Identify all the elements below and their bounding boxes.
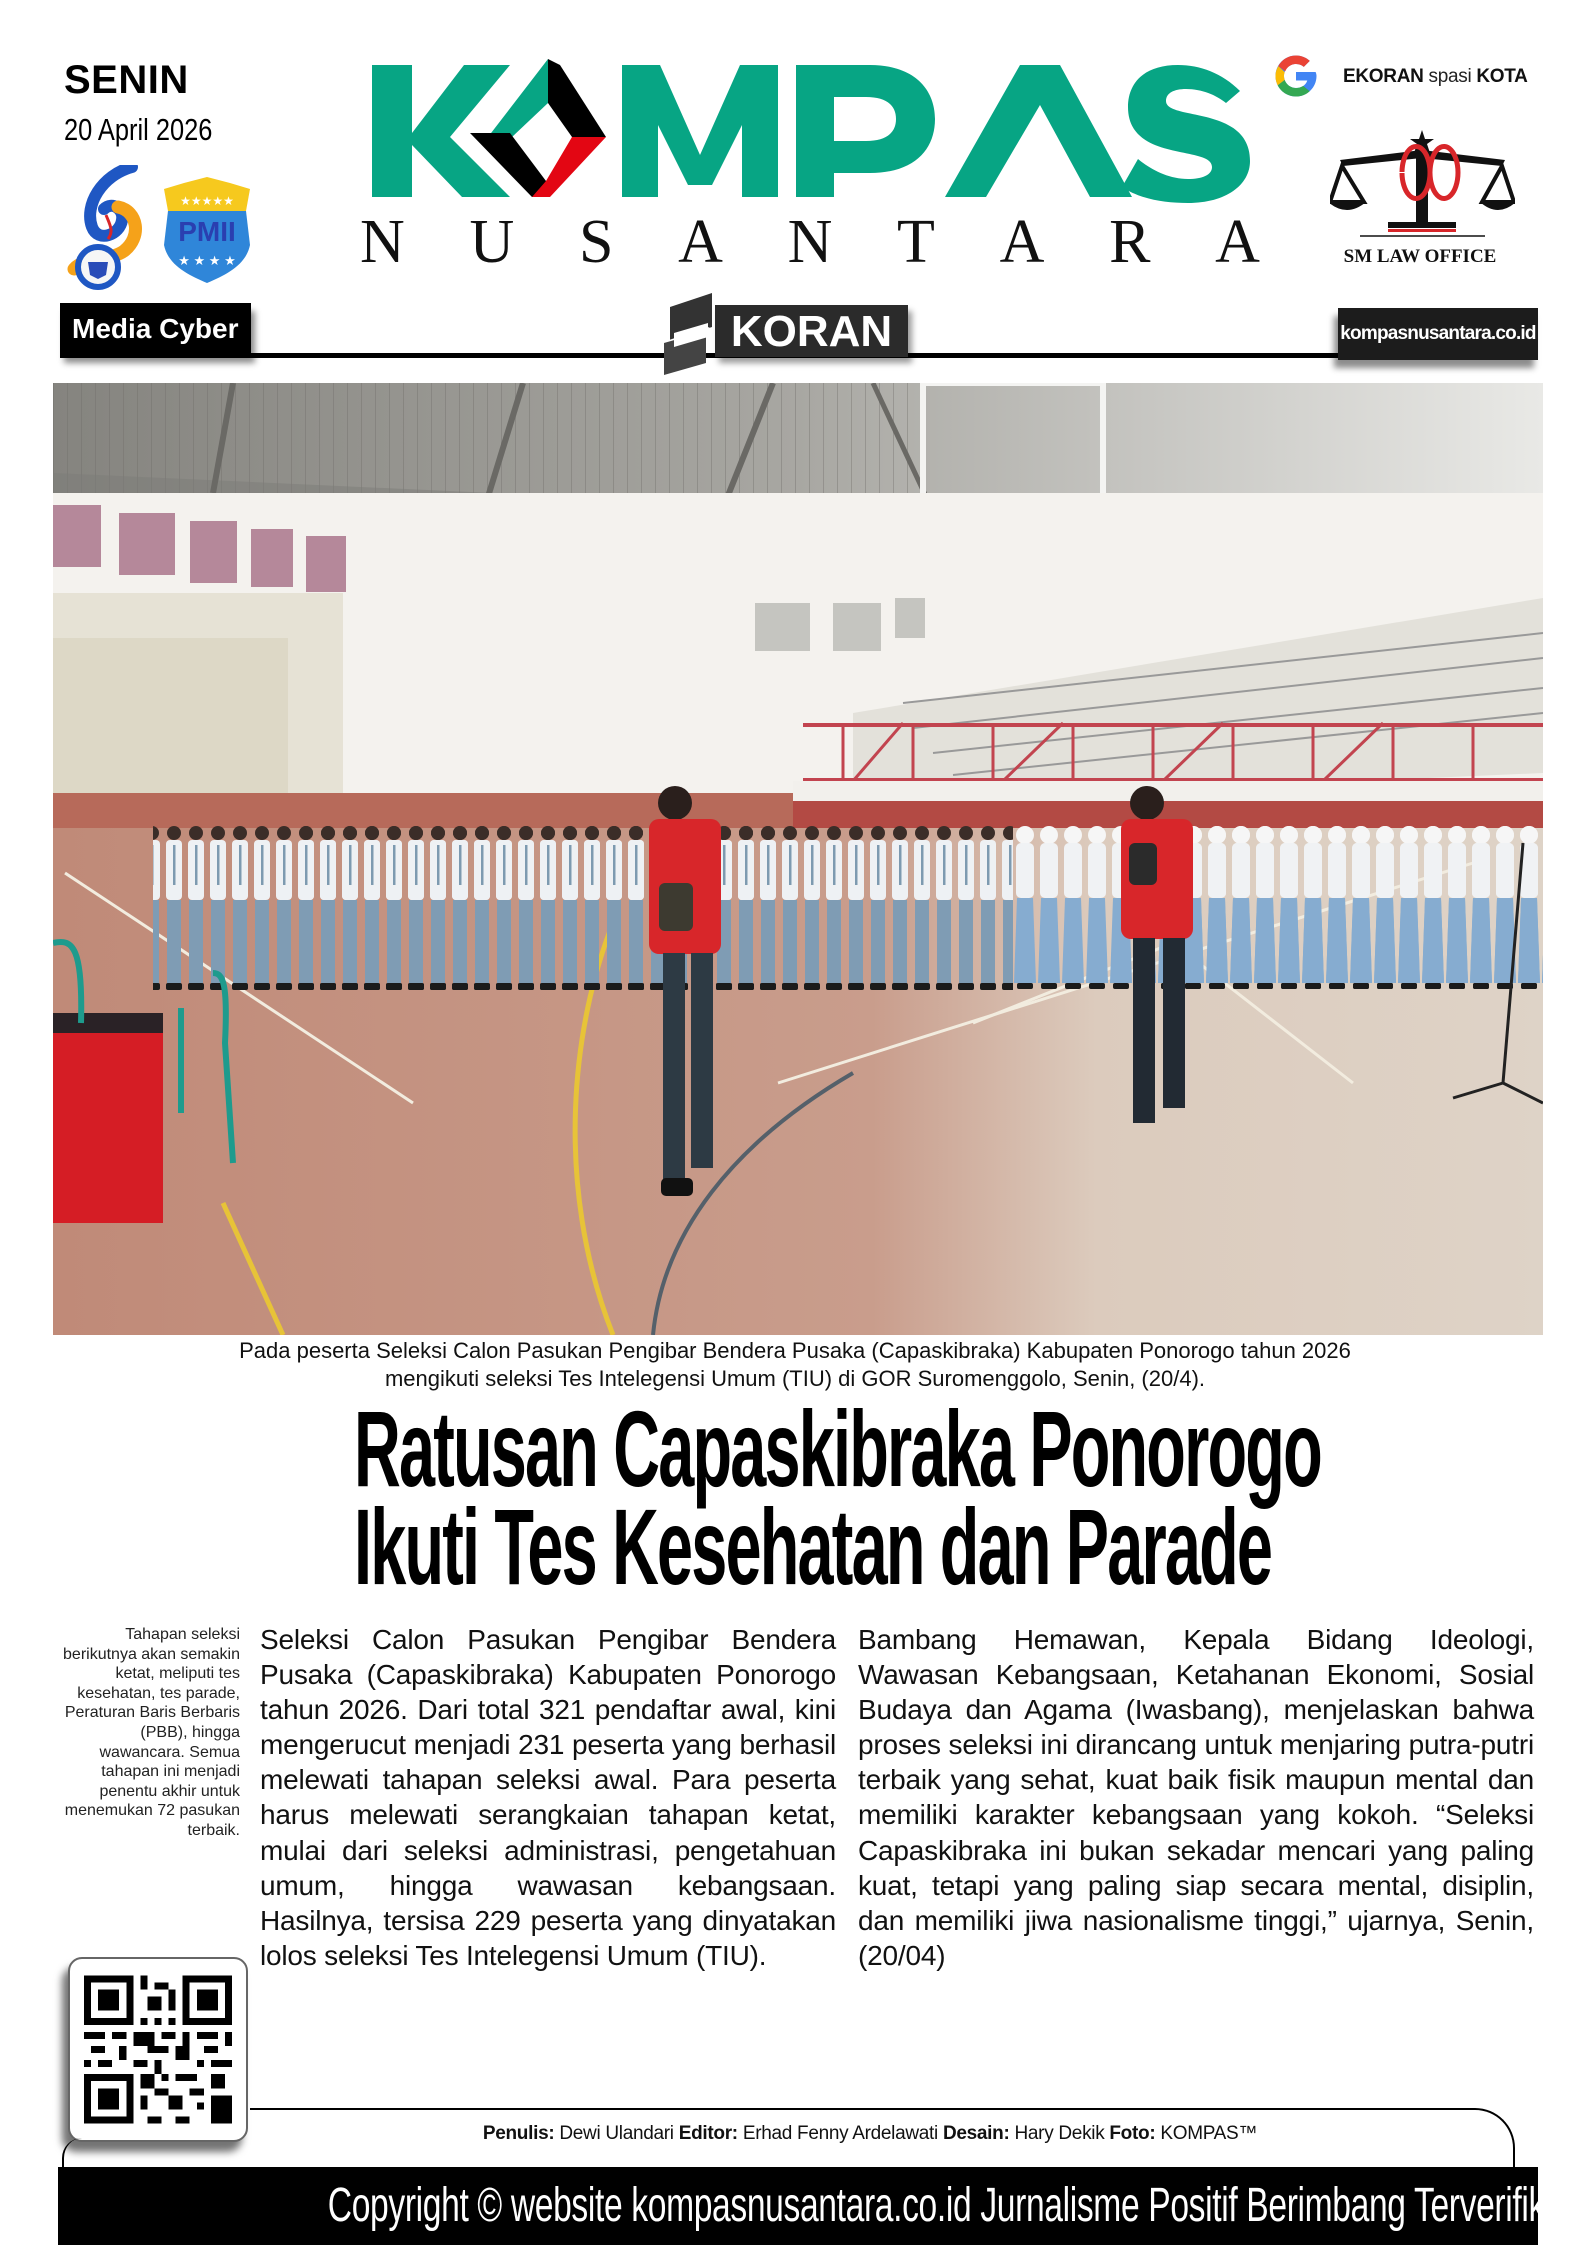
qr-code-icon[interactable]: [84, 1973, 232, 2126]
kota-word: KOTA: [1476, 66, 1528, 87]
svg-text:★★★★★: ★★★★★: [180, 194, 234, 208]
photo-credit: KOMPAS™: [1160, 2123, 1258, 2144]
writer-label: Penulis:: [482, 2123, 555, 2144]
subtitle-letter: A: [999, 208, 1045, 276]
editor-label: Editor:: [678, 2123, 738, 2144]
article-column-2: [858, 1622, 1534, 1973]
qr-code-card[interactable]: [68, 1957, 248, 2142]
subtitle-letter: N: [787, 208, 833, 276]
kompas-masthead-logo: [360, 45, 1260, 205]
law-office-name: SM LAW OFFICE: [1343, 246, 1497, 267]
editor-name: Erhad Fenny Ardelawati: [742, 2123, 938, 2144]
svg-text:PMII: PMII: [178, 216, 236, 247]
photo-caption: [60, 1337, 1530, 1393]
subtitle-letter: N: [360, 208, 405, 276]
copyright-footer: [58, 2167, 1587, 2245]
anniversary-ribbon-logo-icon: [62, 165, 148, 290]
edition-day: SENIN: [64, 58, 189, 102]
media-cyber-tag: Media Cyber: [60, 303, 251, 355]
google-g-icon: [1272, 52, 1320, 100]
koran-label: KORAN: [715, 305, 908, 357]
subtitle-letter: A: [678, 208, 723, 276]
copyright-text: Copyright © website kompasnusantara.co.id Jurnalisme Positif Berimbang Terverifikasi: [327, 2179, 1587, 2232]
caption-line-2: mengikuti seleksi Tes Intelegensi Umum (TIU) di GOR Suromenggolo, Senin, (20/4).: [384, 1366, 1206, 1391]
article-column-1: [260, 1622, 836, 1973]
edition-date: 20 April 2026: [64, 112, 213, 147]
headline-line-2: Ikuti Tes Kesehatan dan Parade: [353, 1486, 1272, 1607]
newspaper-flag-icon: [660, 293, 720, 375]
svg-text:★ ★ ★ ★: ★ ★ ★ ★: [178, 253, 236, 268]
masthead-subtitle: [360, 207, 1260, 278]
caption-line-1: Pada peserta Seleksi Calon Pasukan Pengibar Bendera Pusaka (Capaskibraka) Kabupaten Ponorogo tahun 2026: [239, 1338, 1351, 1363]
subtitle-letter: A: [1215, 208, 1260, 276]
subtitle-letter: U: [469, 208, 515, 276]
photo-scene: [53, 383, 1543, 1335]
writer-name: Dewi Ulandari: [559, 2123, 674, 2144]
article-paragraph: Seleksi Calon Pasukan Pengibar Bendera Pusaka (Capaskibraka) Kabupaten Ponorogo tahun 2026. Dari total 321 pendaftar awal, kini mengerucut menjadi 231 peserta yang berhasil melewati tahapan seleksi awal. Para peserta harus melewati serangkaian tahapan ketat, mulai dari seleksi administrasi, pengetahuan umum, hingga wawasan kebangsaan. Hasilnya, tersisa 229 peserta yang dinyatakan lolos seleksi Tes Intelegensi Umum (TIU).: [260, 1624, 836, 1971]
ekoran-spasi-kota-label: [1343, 66, 1528, 88]
design-name: Hary Dekik: [1014, 2123, 1105, 2144]
photo-label: Foto:: [1109, 2123, 1156, 2144]
pmii-badge-icon: [160, 175, 254, 283]
sidebar-pull-note: Tahapan seleksi berikutnya akan semakin ketat, meliputi tes kesehatan, tes parade, Peraturan Baris Berbaris (PBB), hingga wawancara. Semua tahapan ini menjadi penentu akhir untuk menemukan 72 pasukan terbaik.: [63, 1626, 240, 1839]
scales-of-justice-icon: [1330, 130, 1515, 240]
article-credits: [250, 2123, 1490, 2145]
subtitle-letter: R: [1109, 208, 1151, 276]
spasi-word: spasi: [1428, 66, 1472, 87]
subtitle-letter: S: [578, 208, 614, 276]
design-label: Desain:: [942, 2123, 1010, 2144]
subtitle-letter: T: [897, 208, 935, 276]
koran-tag: [660, 305, 925, 375]
article-headline: [60, 1388, 1530, 1607]
article-paragraph: Bambang Hemawan, Kepala Bidang Ideologi, Wawasan Kebangsaan, Ketahanan Ekonomi, Sosial Budaya dan Agama (Iwasbang), menjelaskan bahwa proses seleksi ini dirancang untuk menjaring putra-putri terbaik yang sehat, kuat baik fisik maupun mental dan memiliki karakter kebangsaan yang kokoh. “Seleksi Capaskibraka ini bukan sekadar mencari yang paling kuat, tetapi yang paling siap secara mental, disiplin, dan memiliki jiwa nasionalisme tinggi,” ujarnya, Senin, (20/04): [858, 1624, 1534, 1971]
article-photo: [53, 383, 1543, 1335]
website-tag[interactable]: kompasnusantara.co.id: [1338, 308, 1538, 360]
headline-line-1: Ratusan Capaskibraka Ponorogo: [353, 1388, 1321, 1509]
ekoran-word: EKORAN: [1343, 66, 1424, 87]
